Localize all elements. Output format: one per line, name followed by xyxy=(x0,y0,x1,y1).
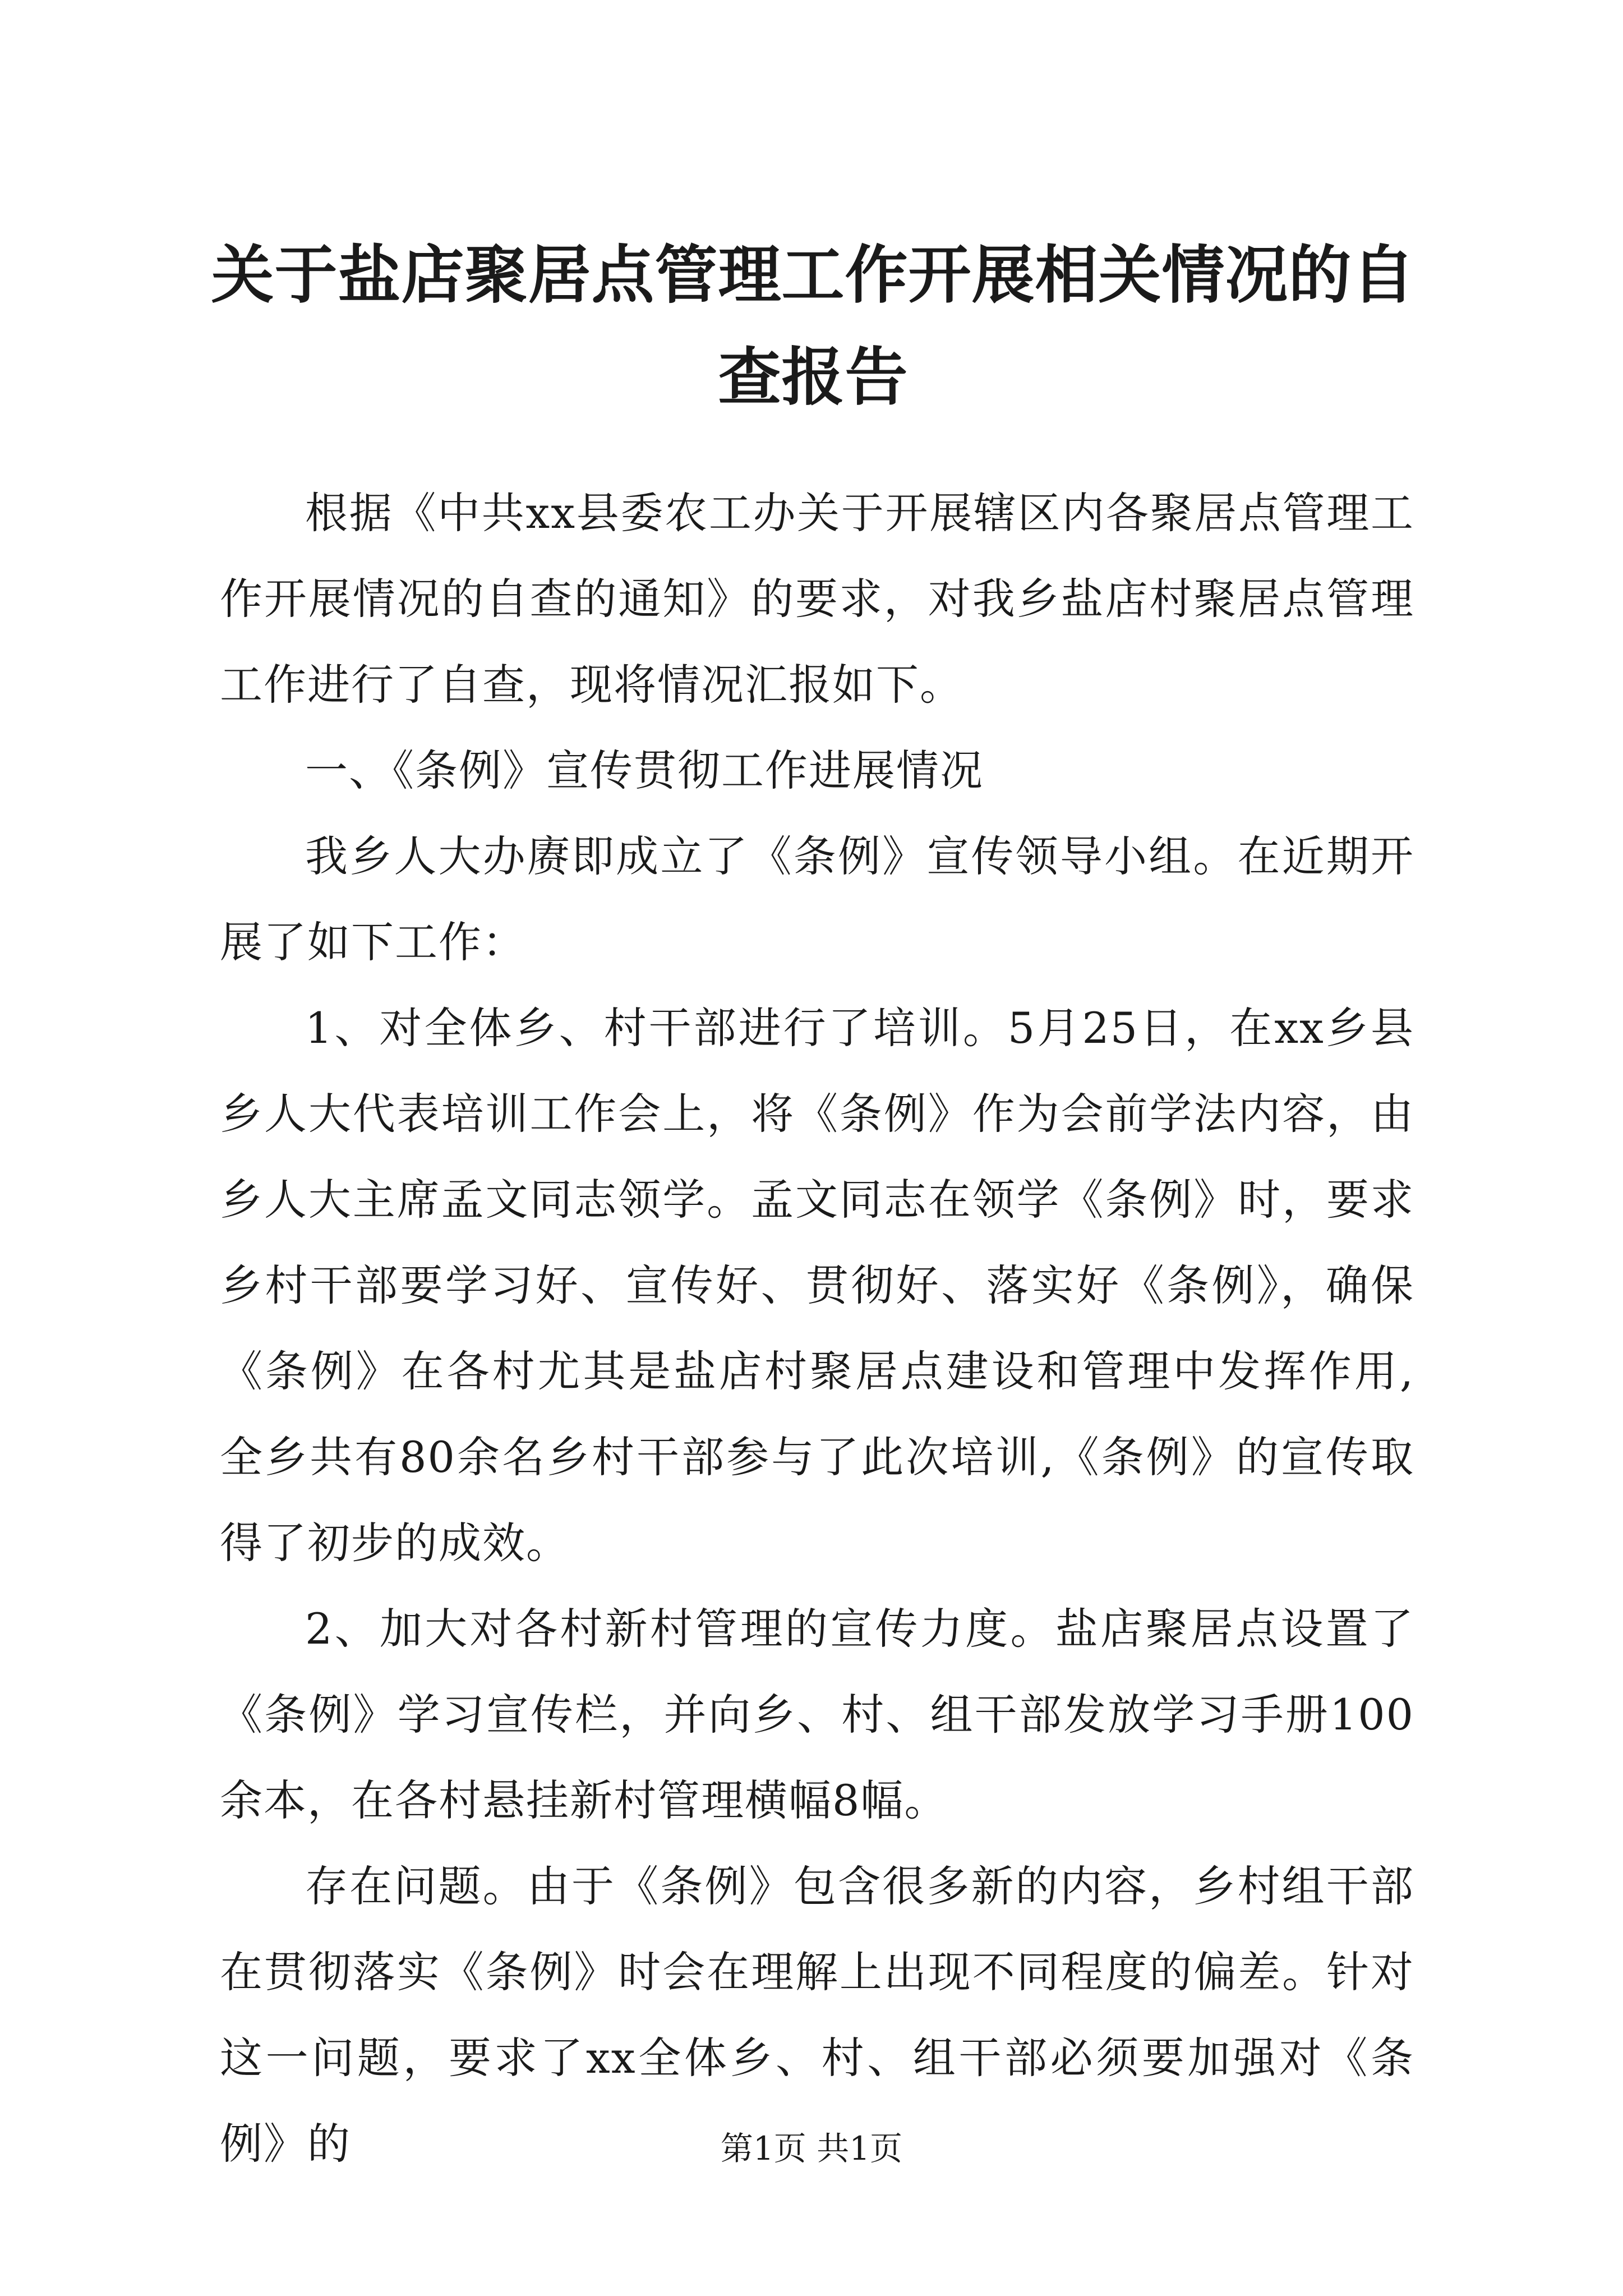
document-title: 关于盐店聚居点管理工作开展相关情况的自查报告 xyxy=(211,238,1415,414)
page-footer: 第1页 共1页 xyxy=(720,2129,903,2168)
paragraph-section-1: 我乡人大办赓即成立了《条例》宣传领导小组。在近期开展了如下工作： xyxy=(220,831,1414,967)
paragraph-item-1: 1、对全体乡、村干部进行了培训。5月25日，在xx乡县乡人大代表培训工作会上，将《条例》作为会前学法内容，由乡人大主席孟文同志领学。孟文同志在领学《条例》时，要求乡村干部要学习好、宣传好、贯彻好、落实好《条例》，确保《条例》在各村尤其是盐店村聚居点建设和管理中发挥作用,全乡共有80余名乡村干部参与了此次培训,《条例》的宣传取得了初步的成效。 xyxy=(220,1003,1414,1568)
document-body xyxy=(220,470,1414,2187)
paragraph-intro: 根据《中共xx县委农工办关于开展辖区内各聚居点管理工作开展情况的自查的通知》的要求，对我乡盐店村聚居点管理工作进行了自查，现将情况汇报如下。 xyxy=(220,488,1414,710)
section-heading-1: 一、《条例》宣传贯彻工作进展情况 xyxy=(305,746,984,795)
paragraph-problems: 存在问题。由于《条例》包含很多新的内容，乡村组干部在贯彻落实《条例》时会在理解上出现不同程度的偏差。针对这一问题，要求了xx全体乡、村、组干部必须要加强对《条例》的 xyxy=(220,1861,1414,2169)
paragraph-item-2: 2、加大对各村新村管理的宣传力度。盐店聚居点设置了《条例》学习宣传栏，并向乡、村、组干部发放学习手册100余本，在各村悬挂新村管理横幅8幅。 xyxy=(220,1604,1414,1825)
